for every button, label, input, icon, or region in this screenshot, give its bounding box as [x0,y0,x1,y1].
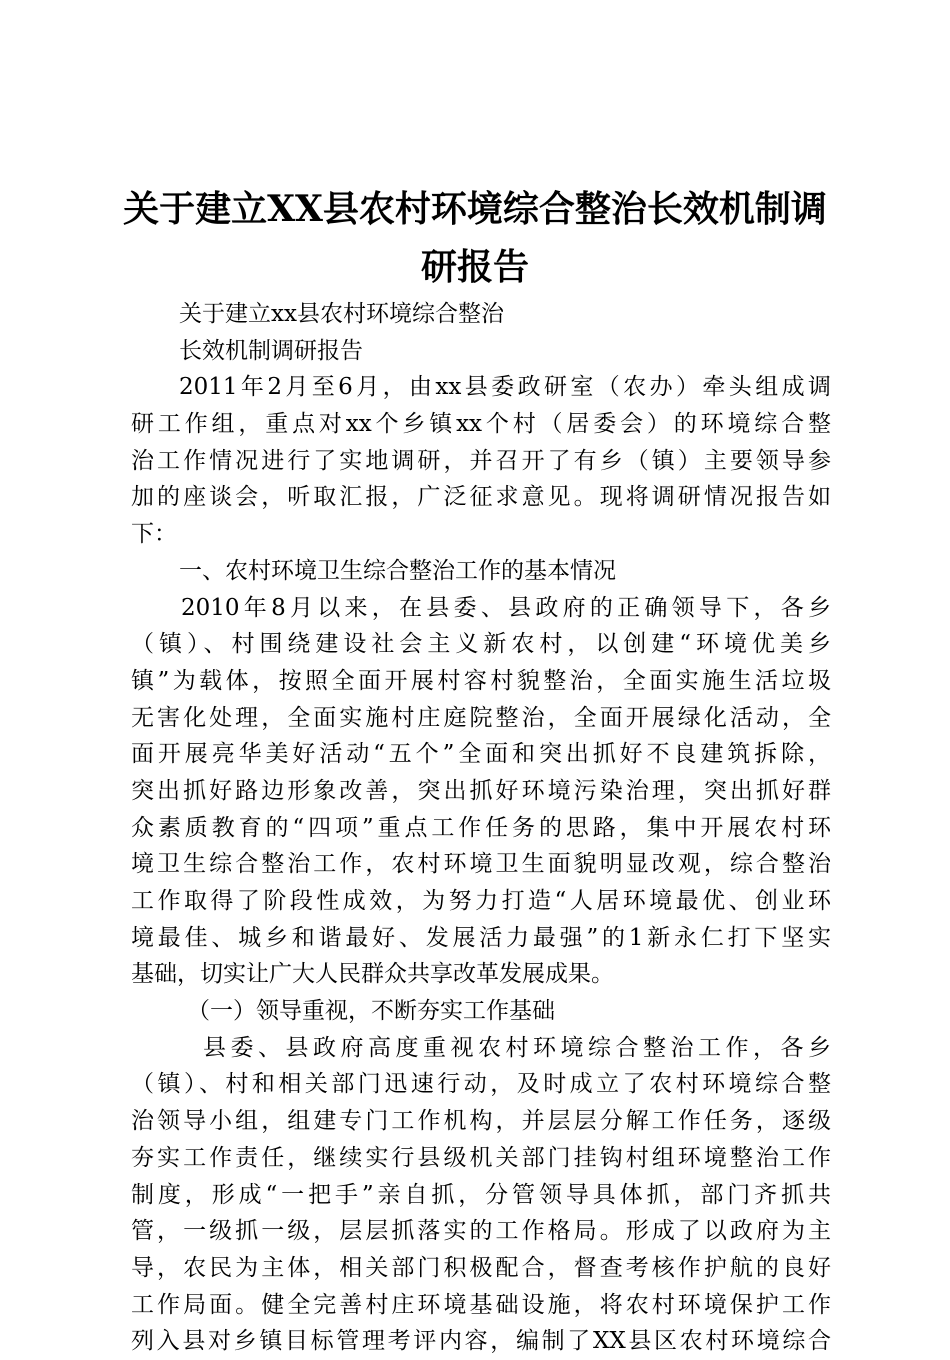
paragraph-line: 境卫生综合整治工作，农村环境卫生面貌明显改观，综合整治 [131,851,831,878]
document-body [131,296,831,1360]
paragraph-line: 加的座谈会，听取汇报，广泛征求意见。现将调研情况报告如 [131,484,831,511]
document-title-line-2: 研报告 [420,246,529,288]
section-heading: 一、农村环境卫生综合整治工作的基本情况 [179,557,616,584]
paragraph-line: 列入县对乡镇目标管理考评内容，编制了XX县区农村环境综合 [131,1328,831,1355]
paragraph-line: 基础，切实让广大人民群众共享改革发展成果。 [131,961,614,988]
paragraph-line: 众素质教育的“四项”重点工作任务的思路，集中开展农村环 [131,814,831,841]
paragraph-line: 县委、县政府高度重视农村环境综合整治工作，各乡 [203,1034,831,1061]
paragraph-line: （镇）、村围绕建设社会主义新农村，以创建“环境优美乡 [131,631,831,658]
paragraph-line: （镇）、村和相关部门迅速行动，及时成立了农村环境综合整 [131,1071,831,1098]
paragraph-line: 镇”为载体，按照全面开展村容村貌整治，全面实施生活垃圾 [131,667,831,694]
paragraph-line: 工作取得了阶段性成效，为努力打造“人居环境最优、创业环 [131,888,831,914]
paragraph-line: 治领导小组，组建专门工作机构，并层层分解工作任务，逐级 [131,1108,831,1135]
paragraph-line: 管，一级抓一级，层层抓落实的工作格局。形成了以政府为主 [131,1218,831,1245]
paragraph-line: 下： [131,521,177,548]
paragraph-line: 工作局面。健全完善村庄环境基础设施，将农村环境保护工作 [131,1291,831,1318]
document-title-line-1: 关于建立XX县农村环境综合整治长效机制调 [123,188,827,230]
subtitle-line-1: 关于建立xx县农村环境综合整治 [179,301,504,327]
paragraph-line: 突出抓好路边形象改善，突出抓好环境污染治理，突出抓好群 [131,777,831,804]
paragraph-line: 夯实工作责任，继续实行县级机关部门挂钩村组环境整治工作 [131,1144,831,1171]
paragraph-line: 2010年8月以来，在县委、县政府的正确领导下，各乡 [181,594,831,621]
paragraph-line: 治工作情况进行了实地调研，并召开了有乡（镇）主要领导参 [131,447,831,474]
paragraph-line: 制度，形成“一把手”亲自抓，分管领导具体抓，部门齐抓共 [131,1181,831,1208]
paragraph-line: 导，农民为主体，相关部门积极配合，督查考核作护航的良好 [131,1254,831,1281]
paragraph-line: 2011年2月至6月，由xx县委政研室（农办）牵头组成调 [179,374,831,401]
paragraph-line: 无害化处理，全面实施村庄庭院整治，全面开展绿化活动，全 [131,704,831,731]
paragraph-line: 境最佳、城乡和谐最好、发展活力最强”的1新永仁打下坚实 [131,924,831,951]
paragraph-line: 面开展亮华美好活动“五个”全面和突出抓好不良建筑拆除， [131,741,831,768]
subtitle-line-2: 长效机制调研报告 [179,337,363,364]
subsection-heading: （一）领导重视，不断夯实工作基础 [187,998,555,1025]
paragraph-line: 研工作组，重点对xx个乡镇xx个村（居委会）的环境综合整 [131,411,831,438]
